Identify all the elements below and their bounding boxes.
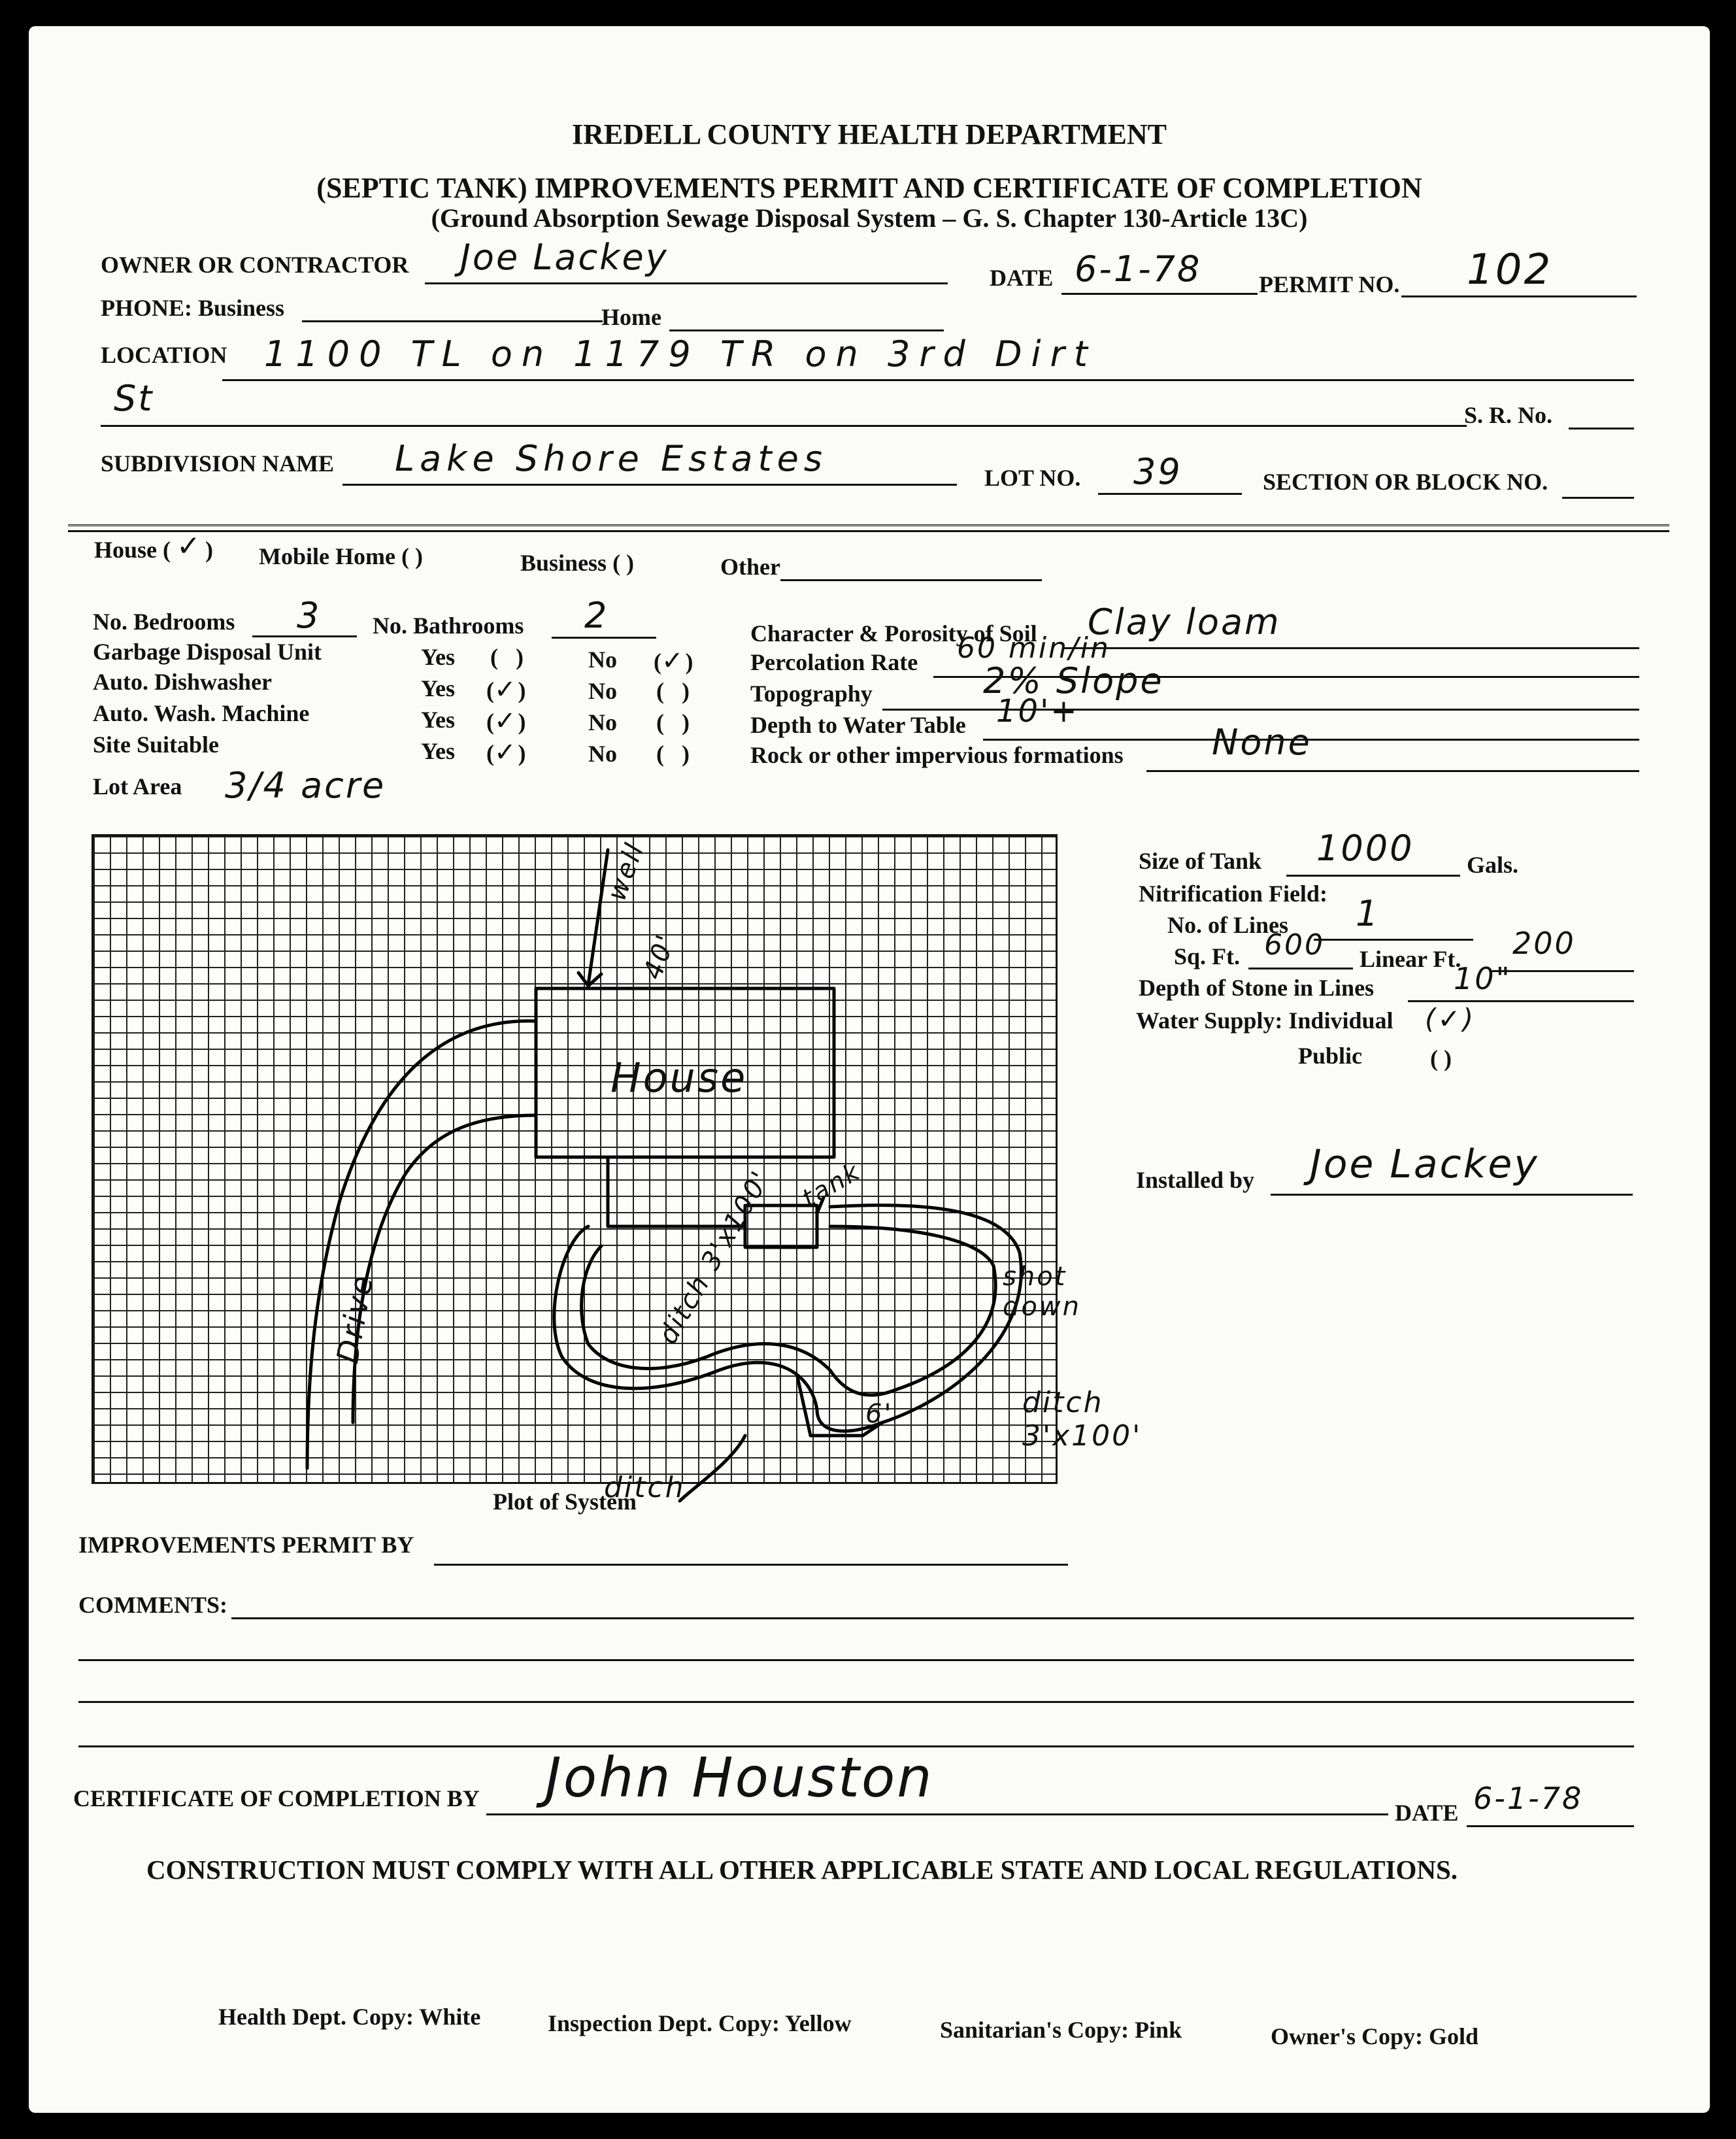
close-paren: ) xyxy=(682,709,690,735)
plot-house-text: House xyxy=(610,1054,748,1102)
house-check: ✓ xyxy=(176,530,203,563)
water-table-value: 10'+ xyxy=(996,693,1079,730)
dishwasher-no-label: No xyxy=(588,678,617,704)
washer-label: Auto. Wash. Machine xyxy=(93,700,310,726)
sr-no-label: S. R. No. xyxy=(1464,402,1553,428)
public-mark: ( ) xyxy=(1430,1045,1452,1071)
site-yes-box xyxy=(486,737,526,767)
close-paren: ) xyxy=(518,709,526,735)
business-label: Business ( ) xyxy=(520,550,635,576)
owner-label: OWNER OR CONTRACTOR xyxy=(101,252,409,278)
plot-drive-text: Drive xyxy=(329,1271,380,1366)
water-supply-label: Water Supply: Individual xyxy=(1136,1007,1394,1034)
close-paren: ) xyxy=(518,677,526,703)
phone-home-line xyxy=(669,329,944,331)
close-paren: ) xyxy=(518,740,526,766)
check-mark: ✓ xyxy=(494,706,518,736)
open-paren: ( xyxy=(656,709,664,735)
linear-ft-label: Linear Ft. xyxy=(1360,946,1461,972)
plot-tank-text: tank xyxy=(797,1156,866,1213)
topography-label: Topography xyxy=(750,681,873,707)
garbage-label: Garbage Disposal Unit xyxy=(93,639,322,665)
owner-value: Joe Lackey xyxy=(460,237,669,278)
improvements-permit-label: IMPROVEMENTS PERMIT BY xyxy=(78,1532,414,1558)
check-mark: ✓ xyxy=(494,675,518,705)
house-close: ) xyxy=(205,537,213,563)
topography-value: 2% Slope xyxy=(983,660,1164,701)
washer-no-label: No xyxy=(588,709,617,735)
other-line xyxy=(780,579,1042,581)
lot-no-label: LOT NO. xyxy=(984,465,1081,491)
sqft-line xyxy=(1248,968,1353,969)
plot-ditch2-text: ditch 3'x100' xyxy=(1022,1386,1143,1453)
garbage-no-box xyxy=(654,646,693,676)
permit-no-line xyxy=(1401,295,1637,297)
perc-rate-value: 60 min/in xyxy=(957,632,1110,665)
location-value-1: 1100 TL on 1179 TR on 3rd Dirt xyxy=(264,333,1097,375)
stone-depth-label: Depth of Stone in Lines xyxy=(1139,975,1375,1001)
certificate-date-value: 6-1-78 xyxy=(1473,1781,1584,1816)
section-block-label: SECTION OR BLOCK NO. xyxy=(1263,469,1548,495)
soil-character-value: Clay loam xyxy=(1088,601,1281,643)
open-paren: ( xyxy=(486,740,494,766)
dishwasher-label: Auto. Dishwasher xyxy=(93,669,273,695)
lot-area-value: 3/4 acre xyxy=(225,765,386,806)
plot-caption: Plot of System xyxy=(493,1489,637,1515)
location-value-2: St xyxy=(114,378,154,419)
water-table-label: Depth to Water Table xyxy=(750,712,966,738)
garbage-no-label: No xyxy=(588,647,617,673)
nitrification-label: Nitrification Field: xyxy=(1139,881,1327,907)
site-label: Site Suitable xyxy=(93,732,220,758)
date-line xyxy=(1061,293,1258,295)
copy-health: Health Dept. Copy: White xyxy=(218,2004,481,2030)
house-label: House ( xyxy=(94,537,171,563)
open-paren: ( xyxy=(656,741,664,767)
dishwasher-no-box xyxy=(656,677,690,705)
lines-line xyxy=(1314,939,1473,941)
open-paren: ( xyxy=(490,644,498,670)
perc-rate-label: Percolation Rate xyxy=(750,649,918,675)
bathrooms-value: 2 xyxy=(584,595,609,636)
rock-value: None xyxy=(1212,722,1312,763)
washer-no-box xyxy=(656,709,690,736)
linear-ft-line xyxy=(1490,970,1634,972)
sqft-label: Sq. Ft. xyxy=(1174,943,1241,969)
permit-no-value: 102 xyxy=(1467,246,1553,294)
permit-no-label: PERMIT NO. xyxy=(1259,271,1400,297)
site-no-box xyxy=(656,740,690,767)
close-paren: ) xyxy=(685,648,693,675)
copy-inspection: Inspection Dept. Copy: Yellow xyxy=(548,2010,852,2036)
lot-no-value: 39 xyxy=(1133,451,1182,492)
certificate-signature: John Houston xyxy=(545,1745,934,1810)
open-paren: ( xyxy=(486,677,494,703)
subdivision-label: SUBDIVISION NAME xyxy=(101,450,335,477)
plot-caption-overwrite: ditch xyxy=(604,1471,686,1504)
double-rule xyxy=(68,524,1669,532)
certificate-label: CERTIFICATE OF COMPLETION BY xyxy=(73,1785,480,1811)
tank-size-line xyxy=(1286,875,1460,877)
tank-size-value: 1000 xyxy=(1316,828,1414,869)
location-line-1 xyxy=(222,379,1634,381)
comments-line-2 xyxy=(78,1659,1634,1661)
certificate-date-line xyxy=(1467,1825,1634,1827)
plot-ditch1-text: ditch 3'x100' xyxy=(652,1165,776,1349)
copy-owner: Owner's Copy: Gold xyxy=(1271,2023,1479,2049)
linear-ft-value: 200 xyxy=(1512,926,1576,961)
compliance-notice: CONSTRUCTION MUST COMPLY WITH ALL OTHER APPLICABLE STATE AND LOCAL REGULATIONS. xyxy=(146,1855,1458,1885)
soil-character-label: Character & Porosity of Soil xyxy=(750,620,1037,647)
date-label: DATE xyxy=(990,265,1054,291)
check-mark: ✓ xyxy=(661,646,686,676)
gals-label: Gals. xyxy=(1467,852,1519,878)
sqft-value: 600 xyxy=(1264,928,1325,962)
open-paren: ( xyxy=(656,678,664,704)
garbage-yes-box xyxy=(490,643,524,671)
public-label: Public xyxy=(1298,1043,1363,1069)
open-paren: ( xyxy=(654,648,661,675)
plot-shot-text: shot down xyxy=(1003,1262,1081,1322)
phone-business-label: PHONE: Business xyxy=(101,295,285,321)
open-paren: ( xyxy=(486,709,494,735)
installed-by-line xyxy=(1271,1194,1633,1196)
stone-depth-value: 10" xyxy=(1454,961,1512,996)
check-mark: ✓ xyxy=(494,737,518,767)
bathrooms-line xyxy=(552,637,656,639)
phone-business-line xyxy=(302,320,603,322)
tank-size-label: Size of Tank xyxy=(1139,848,1262,874)
lines-value: 1 xyxy=(1356,893,1380,934)
location-label: LOCATION xyxy=(101,342,227,368)
lines-label: No. of Lines xyxy=(1167,912,1289,938)
washer-yes-box xyxy=(486,706,526,736)
owner-line xyxy=(425,282,948,284)
comments-label: COMMENTS: xyxy=(78,1592,227,1618)
stone-depth-line xyxy=(1408,1000,1634,1002)
close-paren: ) xyxy=(516,644,524,670)
improvements-permit-line xyxy=(434,1564,1068,1566)
phone-home-label: Home xyxy=(601,304,661,330)
site-no-label: No xyxy=(588,741,617,767)
bathrooms-label: No. Bathrooms xyxy=(373,613,524,639)
comments-line-1 xyxy=(231,1617,1634,1619)
rock-label: Rock or other impervious formations xyxy=(750,742,1124,768)
permit-form xyxy=(29,26,1710,2113)
dishwasher-yes-box xyxy=(486,675,526,705)
close-paren: ) xyxy=(682,678,690,704)
installed-by-value: Joe Lackey xyxy=(1310,1141,1539,1187)
bedrooms-value: 3 xyxy=(297,595,322,636)
soil-character-line xyxy=(1064,647,1639,649)
lot-no-line xyxy=(1098,493,1242,495)
individual-mark: (✓) xyxy=(1425,1003,1475,1035)
other-label: Other xyxy=(720,554,780,580)
installed-by-label: Installed by xyxy=(1136,1167,1255,1193)
sr-no-line xyxy=(1569,428,1634,429)
comments-line-3 xyxy=(78,1701,1634,1703)
certificate-date-label: DATE xyxy=(1395,1800,1459,1826)
washer-yes-label: Yes xyxy=(421,707,455,733)
department-title: IREDELL COUNTY HEALTH DEPARTMENT xyxy=(572,118,1167,150)
mobile-home-label: Mobile Home ( ) xyxy=(259,543,423,569)
section-block-line xyxy=(1562,497,1634,499)
copy-sanitarian: Sanitarian's Copy: Pink xyxy=(940,2017,1182,2043)
subdivision-value: Lake Shore Estates xyxy=(395,438,828,479)
close-paren: ) xyxy=(682,741,690,767)
rock-line xyxy=(1146,770,1639,772)
form-subtitle: (Ground Absorption Sewage Disposal System – G. S. Chapter 130-Article 13C) xyxy=(431,203,1308,233)
subdivision-line xyxy=(342,484,957,486)
plot-well-text: well xyxy=(601,838,651,905)
site-yes-label: Yes xyxy=(421,738,455,764)
plot-six-text: 6' xyxy=(865,1399,893,1429)
plot-distance-text: 40' xyxy=(637,929,682,984)
location-line-2 xyxy=(101,425,1467,427)
bedrooms-label: No. Bedrooms xyxy=(93,609,235,635)
certificate-line xyxy=(486,1813,1388,1815)
lot-area-label: Lot Area xyxy=(93,773,182,800)
form-title: (SEPTIC TANK) IMPROVEMENTS PERMIT AND CERTIFICATE OF COMPLETION xyxy=(316,172,1422,204)
date-value: 6-1-78 xyxy=(1075,248,1202,290)
garbage-yes-label: Yes xyxy=(421,644,455,670)
dishwasher-yes-label: Yes xyxy=(421,675,455,701)
